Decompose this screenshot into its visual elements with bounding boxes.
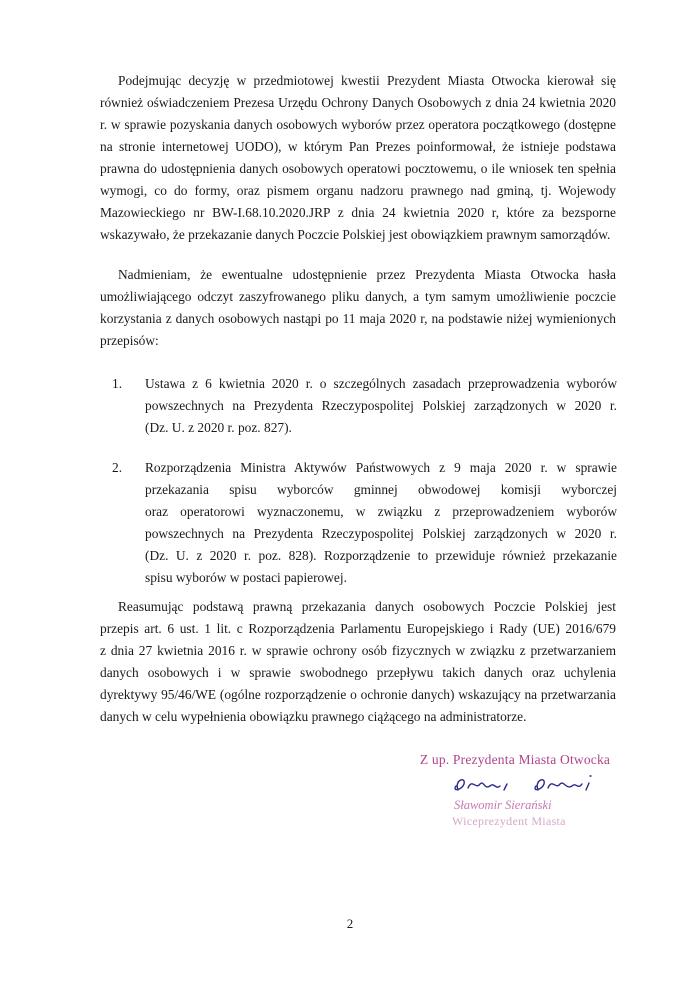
- list-number: 2.: [112, 460, 123, 475]
- stamp-name: Sławomir Sierański: [454, 798, 552, 812]
- text-line: powszechnych na Prezydenta Rzeczypospolitej Polskiej zarządzonych w 2020 r.: [145, 526, 617, 541]
- list-item-text: [145, 457, 617, 589]
- text-line: wskazywało, że przekazanie danych Poczcie Polskiej jest obowiązkiem prawnym samorządów.: [100, 227, 611, 242]
- text-line: Ustawa z 6 kwietnia 2020 r. o szczególnych zasadach przeprowadzenia wyborów: [145, 376, 617, 391]
- text-line: r. w sprawie pozyskania danych osobowych wyborów przez operatora początkowego (dostępne: [100, 117, 616, 132]
- text-line: Nadmieniam, że ewentualne udostępnienie przez Prezydenta Miasta Otwocka hasła: [118, 267, 616, 282]
- text-line: Podejmując decyzję w przedmiotowej kwestii Prezydent Miasta Otwocka kierował się: [118, 73, 616, 88]
- text-line: przekazania spisu wyborców gminnej obwodowej komisji wyborczej: [145, 482, 617, 497]
- text-line: przepis art. 6 ust. 1 lit. c Rozporządzenia Parlamentu Europejskiego i Rady (UE) 2016/679: [100, 621, 616, 636]
- paragraph-password-disclosure: [100, 264, 616, 352]
- stamp-authorization-line: Z up. Prezydenta Miasta Otwocka: [419, 752, 611, 767]
- text-line: (Dz. U. z 2020 r. poz. 827).: [145, 420, 292, 435]
- text-line: (Dz. U. z 2020 r. poz. 828). Rozporządzenie to przewiduje również przekazanie: [145, 548, 617, 563]
- text-line: oraz operatorowi wyznaczonemu, w związku z przeprowadzeniem wyborów: [145, 504, 617, 519]
- list-number: 1.: [112, 376, 123, 391]
- text-line: prawna do udostępnienia danych osobowych operatowi pocztowemu, o ile wniosek ten spełnia: [100, 161, 616, 176]
- text-line: spisu wyborów w postaci papierowej.: [145, 570, 347, 585]
- text-line: powszechnych na Prezydenta Rzeczypospolitej Polskiej zarządzonych w 2020 r.: [145, 398, 617, 413]
- list-item-text: [145, 373, 617, 439]
- paragraph-summary: [100, 596, 616, 728]
- text-line: dyrektywy 95/46/WE (ogólne rozporządzenie o ochronie danych) wskazujący na przetwarzania: [100, 687, 616, 702]
- signature-stamp: [400, 752, 630, 828]
- text-line: korzystania z danych osobowych nastąpi po 11 maja 2020 r, na podstawie niżej wymienionych: [100, 311, 616, 326]
- paragraph-uodo-statement: [100, 70, 616, 246]
- text-line: Reasumując podstawą prawną przekazania danych osobowych Poczcie Polskiej jest: [118, 599, 616, 614]
- text-line: przepisów:: [100, 333, 159, 348]
- page-number: 2: [346, 916, 354, 931]
- text-line: Rozporządzenia Ministra Aktywów Państwowych z 9 maja 2020 r. w sprawie: [145, 460, 617, 475]
- text-line: danych w celu wypełnienia obowiązku prawnego ciążącego na administratorze.: [100, 709, 527, 724]
- text-line: wymogi, co do formy, oraz pismem organu nadzoru prawnego nad gminą, tj. Wojewody: [100, 183, 616, 198]
- text-line: Mazowieckiego nr BW-I.68.10.2020.JRP z dnia 24 kwietnia 2020 r, które za bezsporne: [100, 205, 616, 220]
- text-line: umożliwiającego odczyt zaszyfrowanego pliku danych, a tym samym umożliwienie poczcie: [100, 289, 616, 304]
- stamp-role: Wiceprezydent Miasta: [452, 814, 566, 828]
- text-line: na stronie internetowej UODO), w którym Pan Prezes poinformował, że istnieje podstawa: [100, 139, 616, 154]
- text-line: danych osobowych i w sprawie swobodnego przepływu takich danych oraz uchylenia: [100, 665, 616, 680]
- text-line: również oświadczeniem Prezesa Urzędu Ochrony Danych Osobowych z dnia 24 kwietnia 2020: [100, 95, 616, 110]
- handwritten-signature: [440, 772, 620, 798]
- text-line: z dnia 27 kwietnia 2016 r. w sprawie ochrony osób fizycznych w związku z przetwarzaniem: [100, 643, 616, 658]
